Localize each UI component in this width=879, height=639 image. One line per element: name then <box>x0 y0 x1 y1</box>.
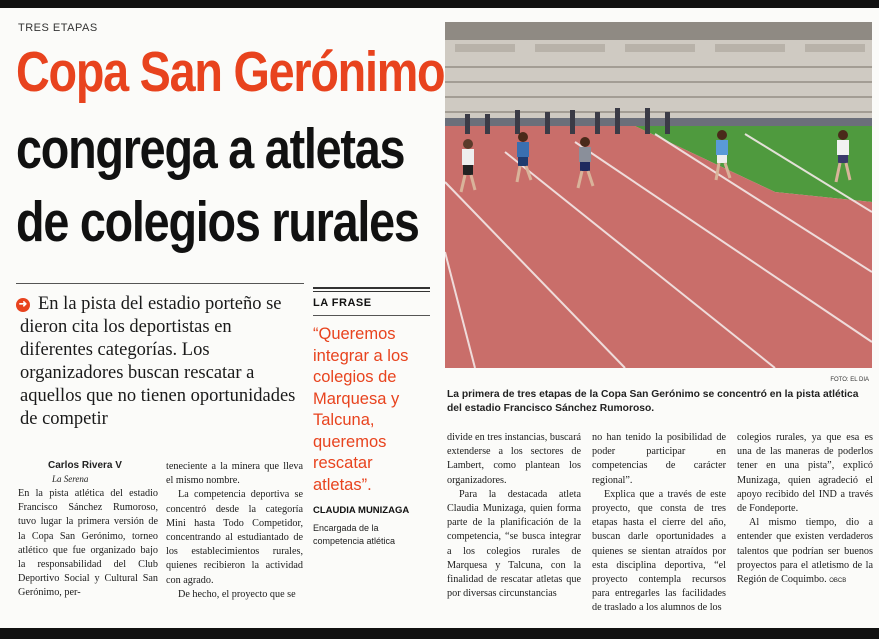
race-photo <box>445 22 872 368</box>
body-paragraph: De hecho, el proyecto que se <box>178 588 296 600</box>
quote-author: CLAUDIA MUNIZAGA <box>313 505 410 516</box>
body-paragraph: La competencia deportiva se concentró desde la categoría Mini hasta Todo Competidor, concentrando al estudiantado de los establecimientos rurales, quienes recibieron la actividad con agrado. <box>166 489 303 586</box>
end-mark: OBCB <box>829 578 847 585</box>
stadium-track-illustration <box>445 22 872 368</box>
body-paragraph: colegios rurales, ya que esa es una de las maneras de poderlos tener en una pista”, explicó Munizaga, quien agradeció el apoyo recibido del IND a través de Fondeporte. <box>737 432 873 515</box>
headline-line-3: de colegios rurales <box>16 190 419 254</box>
quote-box-top-rule <box>313 287 430 289</box>
lead-paragraph: En la pista del estadio porteño se dieron cita los deportistas en diferentes categorías. Los organizadores buscan rescatar a aquellos que no tienen oportunidades de competir <box>20 294 296 429</box>
photo-caption: La primera de tres etapas de la Copa San Gerónimo se concentró en la pista atlética del estadio Francisco Sánchez Rumoroso. <box>447 389 859 414</box>
quote-box-label-rule <box>313 315 430 316</box>
body-paragraph: Explica que a través de este proyecto, que consta de tres etapas hasta el cierre del año, buscan darle oportunidades a quienes se sientan atraídos por esta disciplina deportiva, “el proyecto contempla recursos para entregarles las facilidades de traslado a los alumnos de los <box>592 488 726 614</box>
pull-quote: “Queremos integrar a los colegios de Marquesa y Talcuna, queremos rescatar atletas”. <box>313 325 409 494</box>
byline-city: La Serena <box>52 474 89 484</box>
section-kicker: TRES ETAPAS <box>18 22 98 34</box>
body-paragraph: no han tenido la posibilidad de poder participar en competencias de carácter regional”. <box>592 432 726 486</box>
quote-box-label: LA FRASE <box>313 297 372 309</box>
photo-credit: FOTO: EL DIA <box>830 377 869 383</box>
body-column-5 <box>737 431 873 588</box>
headline-line-1: Copa San Gerónimo <box>16 40 445 104</box>
body-paragraph-text: Al mismo tiempo, dio a entender que existen verdaderos talentos que podrían ser buenos proyectos para el atletismo de la Región de Coquimbo. <box>737 517 873 586</box>
body-paragraph: Para la destacada atleta Claudia Munizaga, quien forma parte de la planificación de la competencia, “se busca integrar a los colegios rurales de Marquesa y Talcuna, con la finalidad de rescatar atletas que por diversas circunstancias <box>447 488 581 600</box>
lead-top-rule <box>16 283 304 284</box>
body-column-4 <box>592 431 726 616</box>
top-border <box>0 0 879 8</box>
quote-box-top-rule-2 <box>313 291 430 292</box>
body-paragraph: divide en tres instancias, buscará extenderse a los sectores de Lambert, como plantean los organizadores. <box>447 432 581 486</box>
headline-line-2: congrega a atletas <box>16 117 405 181</box>
body-column-1 <box>18 487 158 601</box>
body-paragraph <box>737 516 873 588</box>
body-column-3 <box>447 431 581 601</box>
body-paragraph: En la pista atlética del estadio Francisco Sánchez Rumoroso, tuvo lugar la primera versión de la Copa San Gerónimo, torneo atlético que fue organizado bajo la responsabilidad del Club Deportivo Social y Cultural San Gerónimo, per- <box>18 488 158 599</box>
body-column-2 <box>166 460 303 602</box>
arrow-right-icon: ➜ <box>16 298 30 312</box>
byline-author: Carlos Rivera V <box>48 460 122 471</box>
bottom-border <box>0 628 879 639</box>
body-paragraph: teneciente a la minera que lleva el mismo nombre. <box>166 461 303 487</box>
quote-author-role: Encargada de la competencia atlética <box>313 523 396 546</box>
